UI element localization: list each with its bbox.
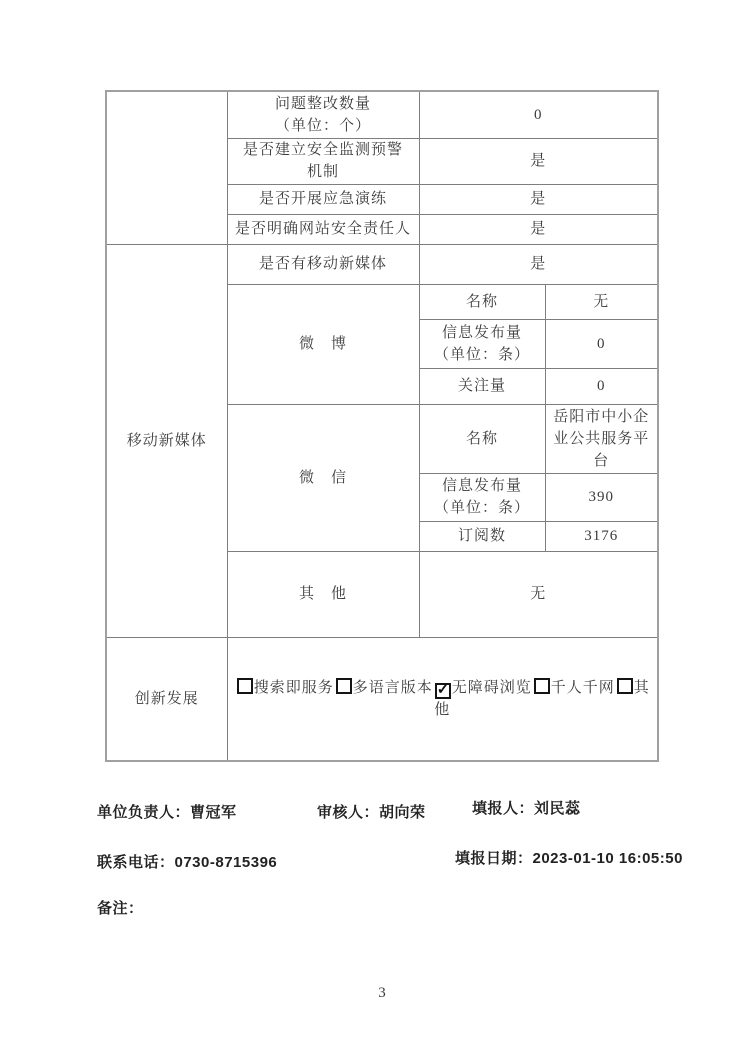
row-value-security-responsible: 是: [419, 214, 658, 244]
checkbox-unchecked-icon[interactable]: [336, 678, 352, 694]
checkbox-label: 其他: [434, 679, 650, 718]
section-cell-innovation: 创新发展: [106, 637, 227, 761]
row-label-security-responsible: 是否明确网站安全责任人: [227, 214, 419, 244]
row-value-emergency-drill: 是: [419, 184, 658, 214]
checkbox-unchecked-icon[interactable]: [534, 678, 550, 694]
weibo-posts-value: 0: [545, 319, 658, 368]
checkbox-label: 千人千网: [550, 679, 615, 696]
row-value-warning-mechanism: 是: [419, 138, 658, 184]
wechat-subscribers-value: 3176: [545, 521, 658, 551]
footer-date: 填报日期：2023-01-10 16:05:50: [455, 850, 683, 867]
row-label-warning-mechanism: [227, 138, 419, 184]
checkbox-unchecked-icon[interactable]: [237, 678, 253, 694]
checkbox-label: 无障碍浏览: [451, 679, 532, 696]
row-label-emergency-drill: 是否开展应急演练: [227, 184, 419, 214]
label-line: （单位：条）: [433, 346, 530, 363]
report-table: [105, 90, 659, 762]
checkbox-checked-icon[interactable]: ✓: [436, 681, 451, 698]
weibo-name-label: 名称: [419, 284, 545, 319]
row-value-issue-fix-count: 0: [419, 91, 658, 138]
row-label-issue-fix-count: [227, 91, 419, 138]
checkbox-label: 多语言版本: [352, 679, 433, 696]
group-label-wechat: 微 信: [227, 404, 419, 551]
section-cell-empty: [106, 91, 227, 244]
footer-filler: 填报人：刘民蕊: [472, 800, 581, 817]
label-line: 机制: [306, 164, 339, 180]
row-label-has-mobile-media: 是否有移动新媒体: [227, 244, 419, 284]
group-label-weibo: 微 博: [227, 284, 419, 404]
weibo-followers-value: 0: [545, 368, 658, 404]
row-value-has-mobile-media: 是: [419, 244, 658, 284]
innovation-options: [227, 637, 658, 761]
wechat-posts-label: [419, 473, 545, 521]
wechat-posts-value: 390: [545, 473, 658, 521]
group-label-other-media: 其 他: [227, 551, 419, 637]
wechat-subscribers-label: 订阅数: [419, 521, 545, 551]
section-cell-mobile-media: 移动新媒体: [106, 244, 227, 637]
wechat-name-label: 名称: [419, 404, 545, 473]
footer-unit-head: 单位负责人：曹冠军: [97, 804, 237, 821]
weibo-posts-label: [419, 319, 545, 368]
label-line: 信息发布量: [441, 478, 522, 494]
footer-phone: 联系电话：0730-8715396: [97, 854, 278, 871]
page-number: 3: [378, 985, 386, 1001]
footer-remarks: 备注：: [97, 900, 144, 917]
label-line: （单位：个）: [274, 117, 371, 134]
label-line: 信息发布量: [441, 324, 522, 341]
weibo-followers-label: 关注量: [419, 368, 545, 404]
other-media-value: 无: [419, 551, 658, 637]
label-line: 问题整改数量: [274, 95, 371, 112]
wechat-name-value: 岳阳市中小企业公共服务平台: [545, 404, 658, 473]
weibo-name-value: 无: [545, 284, 658, 319]
checkbox-unchecked-icon[interactable]: [617, 678, 633, 694]
label-line: 是否建立安全监测预警: [242, 142, 403, 158]
label-line: （单位：条）: [433, 500, 530, 516]
footer-reviewer: 审核人：胡向荣: [317, 804, 426, 821]
checkbox-label: 搜索即服务: [253, 679, 334, 696]
